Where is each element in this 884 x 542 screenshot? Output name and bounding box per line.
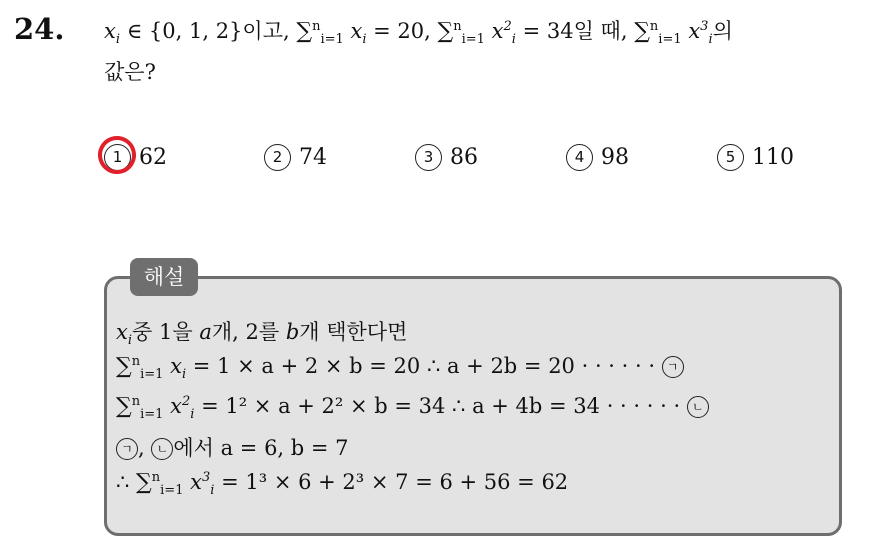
marker-giyeok: ㄱ xyxy=(662,356,684,378)
sum2-variable: $x^2_i$ xyxy=(491,19,516,48)
question-line-2: 값은? xyxy=(104,60,156,84)
choice-1[interactable] xyxy=(104,144,167,171)
marker-nieun: ㄴ xyxy=(151,438,173,460)
solution-line-2: ∑$^n_{i=1}$ $x_i = 1 \times a + 2 \times b = 20$ ∴ a + 2b = 20 · · · · · · ㄱ xyxy=(116,354,684,382)
sum-symbol: ∑$^n_{i=1}$ xyxy=(116,354,164,383)
marker-giyeok: ㄱ xyxy=(116,438,138,460)
solution-tag: 해설 xyxy=(130,258,198,296)
solution-line-5: ∴ ∑$^n_{i=1}$ $x^3_i = 1^3 \times 6 + 2^3 \times 7 = 6 + 56 = 62$ xyxy=(116,470,569,499)
choice-value: 62 xyxy=(139,145,167,170)
sum-symbol: ∑$^n_{i=1}$ xyxy=(136,470,184,499)
solution-line-3: ∑$^n_{i=1}$ $x^2_i = 1^2 \times a + 2^2 \times b = 34$ ∴ a + 4b = 34 · · · · · · ㄴ xyxy=(116,394,709,422)
sum2-after: 일 때, xyxy=(573,19,635,43)
choice-5[interactable] xyxy=(717,144,794,171)
choice-marker: 4 xyxy=(566,144,593,171)
question-line-1 xyxy=(104,15,733,47)
question-connector: 이고, xyxy=(242,19,297,43)
sum-symbol: ∑$^n_{i=1}$ xyxy=(116,394,164,423)
choice-marker: 2 xyxy=(264,144,291,171)
choice-value: 74 xyxy=(299,145,327,170)
choice-marker: 1 xyxy=(104,144,131,171)
choice-marker: 3 xyxy=(415,144,442,171)
answer-choices xyxy=(104,144,824,174)
sum2-rhs: = 34 xyxy=(515,19,574,43)
choice-marker: 5 xyxy=(717,144,744,171)
solution-line-1: $x_i$중 1을 a개, 2를 b개 택한다면 xyxy=(116,320,408,349)
choice-4[interactable] xyxy=(566,144,629,171)
sum3-after: 의 xyxy=(712,19,733,43)
sum-symbol: ∑$^n_{i=1}$ xyxy=(296,19,344,48)
choice-value: 86 xyxy=(450,145,478,170)
sum1-rhs: = 20, xyxy=(366,19,438,43)
choice-value: 98 xyxy=(601,145,629,170)
set-text: ∈ {0, 1, 2} xyxy=(120,19,243,43)
sum1-variable: $x_i$ xyxy=(350,19,367,48)
choice-3[interactable] xyxy=(415,144,478,171)
marker-nieun: ㄴ xyxy=(687,396,709,418)
selected-answer-circle xyxy=(94,132,141,179)
set-variable: $x_i$ xyxy=(104,19,121,48)
sum-symbol: ∑$^n_{i=1}$ xyxy=(437,19,485,48)
choice-2[interactable] xyxy=(264,144,327,171)
solution-line-4: ㄱ , ㄴ 에서 a = 6, b = 7 xyxy=(116,432,349,462)
choice-value: 110 xyxy=(752,145,794,170)
sum-symbol: ∑$^n_{i=1}$ xyxy=(634,19,682,48)
sum3-variable: $x^3_i$ xyxy=(688,19,713,48)
question-number: 24. xyxy=(14,12,65,46)
